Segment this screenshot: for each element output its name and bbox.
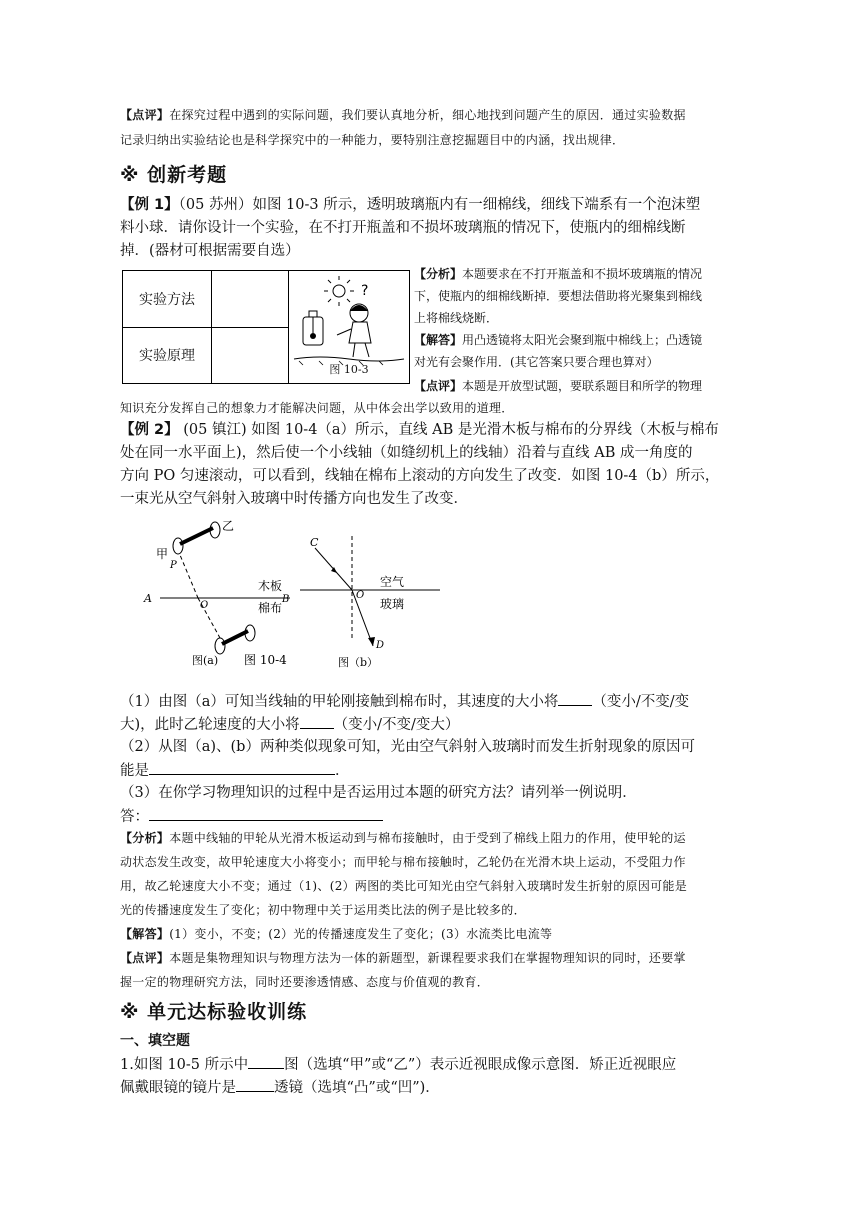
example2-analysis-line2: 动状态发生改变，故甲轮速度大小将变小；而甲轮与棉布接触时，乙轮仍在光滑木块上运动，不受阻力作 — [120, 855, 686, 869]
table-cell-method-answer[interactable] — [212, 271, 289, 328]
svg-text:?: ? — [361, 283, 369, 299]
caption-a: 图(a) — [192, 654, 219, 667]
answer-text: (1）变小，不变；(2）光的传播速度发生了变化；(3）水流类比电流等 — [169, 927, 553, 941]
caption-b: 图（b） — [338, 656, 379, 669]
comment-label: 【点评】 — [414, 379, 463, 393]
q1-text-c: 大)，此时乙轮速度的大小将 — [120, 717, 300, 733]
fill-question1-line1 — [120, 1053, 760, 1077]
example2-answer-line — [120, 922, 760, 947]
label-glass: 玻璃 — [380, 597, 405, 611]
intro-comment-line1 — [120, 103, 760, 128]
q3-blank[interactable] — [149, 805, 383, 821]
question1-line2 — [120, 713, 760, 737]
question2-line2 — [120, 759, 760, 783]
comment-text1: 本题是开放型试题，要联系题目和所学的物理 — [462, 379, 703, 393]
label-yi: 乙 — [222, 519, 235, 533]
intro-comment-line2: 记录归纳出实验结论也是科学探究中的一种能力，要特别注意挖掘题目中的内涵，找出规律． — [120, 133, 625, 147]
analysis-label: 【分析】 — [414, 267, 463, 281]
example2-line2: 处在同一水平面上)，然后使一个小线轴（如缝纫机上的线轴）沿着与直线 AB 成一角度的 — [120, 445, 693, 461]
example1-analysis-line2: 下，使瓶内的细棉线断掉．要想法借助将光聚集到棉线 — [414, 289, 703, 303]
table-cell-figure — [289, 271, 410, 384]
example1-answer-line1 — [414, 329, 764, 351]
section-title-unit-training: ※ 单元达标验收训练 — [120, 1001, 308, 1023]
example2-comment-line1 — [120, 946, 760, 971]
example1-line2: 料小球．请你设计一个实验，在不打开瓶盖和不损坏玻璃瓶的情况下，使瓶内的细棉线断 — [120, 220, 686, 236]
example2-text1: (05 镇江) 如图 10-4（a）所示，直线 AB 是光滑木板与棉布的分界线（木板与棉布 — [178, 422, 719, 438]
comment-label: 【点评】 — [120, 951, 170, 965]
fq1-text-d: 透镜（选填“凸”或“凹”)． — [274, 1080, 440, 1096]
label-air: 空气 — [380, 575, 405, 589]
question3-line1: （3）在你学习物理知识的过程中是否运用过本题的研究方法？请列举一例说明． — [120, 785, 637, 801]
section-title-innovation: ※ 创新考题 — [120, 164, 228, 186]
example1-line3: 掉．(器材可根据需要自选） — [120, 243, 300, 259]
example2-label: 【例 2】 — [120, 422, 179, 438]
example2-comment-line2: 握一定的物理研究方法，同时还要渗透情感、态度与价值观的教育． — [120, 975, 490, 989]
table-cell-method-label: 实验方法 — [123, 271, 212, 328]
q2-end: ． — [335, 763, 350, 779]
part-title-fill-blank: 一、填空题 — [120, 1033, 190, 1049]
comment-label: 【点评】 — [120, 108, 170, 122]
label-p: P — [170, 560, 177, 571]
fq1-text-c: 佩戴眼镜的镜片是 — [120, 1080, 236, 1096]
table-cell-principle-label: 实验原理 — [123, 327, 212, 384]
example2-line4: 一束光从空气斜射入玻璃中时传播方向也发生了改变． — [120, 491, 468, 507]
q1-text-b: （变小/不变/变 — [592, 694, 690, 710]
analysis-text1: 本题中线轴的甲轮从光滑木板运动到与棉布接触时，由于受到了棉线上阻力的作用，使甲轮的运 — [169, 831, 686, 845]
q1-blank-2[interactable] — [300, 713, 334, 729]
example1-label: 【例 1】 — [120, 197, 179, 213]
fq1-blank-2[interactable] — [236, 1076, 274, 1092]
q1-text-d: （变小/不变/变大） — [333, 717, 460, 733]
example1-comment-line1 — [414, 375, 764, 397]
q1-text-a: （1）由图（a）可知当线轴的甲轮刚接触到棉布时，其速度的大小将 — [120, 694, 559, 710]
example2-analysis-line3: 用，故乙轮速度大小不变；通过（1)、(2）两图的类比可知光由空气斜射入玻璃时发生折射的原因可能是 — [120, 879, 688, 893]
table-cell-principle-answer[interactable] — [212, 327, 289, 384]
fq1-blank-1[interactable] — [248, 1053, 284, 1069]
figure-10-4-diagram — [130, 518, 460, 678]
answer-label: 【解答】 — [414, 333, 463, 347]
comment-text1: 本题是集物理知识与物理方法为一体的新题型，新课程要求我们在掌握物理知识的同时，还要掌 — [169, 951, 686, 965]
answer-prefix: 答： — [120, 809, 149, 825]
answer-text1: 用凸透镜将太阳光会聚到瓶中棉线上；凸透镜 — [462, 333, 703, 347]
question1-line1 — [120, 690, 760, 714]
fq1-text-a: 1.如图 10-5 所示中 — [120, 1057, 249, 1073]
example1-answer-line2: 对光有会聚作用．(其它答案只要合理也算对） — [414, 355, 659, 369]
question2-line1: （2）从图（a)、(b）两种类似现象可知，光由空气斜射入玻璃时而发生折射现象的原因可 — [120, 739, 695, 755]
example1-text1: （05 苏州）如图 10-3 所示，透明玻璃瓶内有一细棉线，细线下端系有一个泡沫塑 — [178, 197, 701, 213]
analysis-text1: 本题要求在不打开瓶盖和不损坏玻璃瓶的情况 — [462, 267, 703, 281]
fq1-text-b: 图（选填“甲”或“乙”）表示近视眼成像示意图．矫正近视眼应 — [284, 1057, 677, 1073]
label-a: A — [144, 592, 152, 605]
example1-analysis-line3: 上将棉线烧断． — [414, 311, 499, 325]
label-d: D — [376, 640, 385, 651]
analysis-label: 【分析】 — [120, 831, 170, 845]
label-jia: 甲 — [156, 547, 169, 561]
label-o2: O — [356, 590, 365, 601]
example2-analysis-line1 — [120, 826, 760, 851]
label-muban: 木板 — [258, 579, 283, 593]
q2-blank[interactable] — [149, 759, 335, 775]
example1-comment-line2: 知识充分发挥自己的想象力才能解决问题，从中体会出学以致用的道理． — [120, 401, 514, 415]
example1-line1 — [120, 194, 760, 217]
example2-line3: 方向 PO 匀速滚动，可以看到，线轴在棉布上滚动的方向发生了改变．如图 10-4（b）所示， — [120, 468, 720, 484]
label-c: C — [310, 536, 319, 549]
answer-label: 【解答】 — [120, 927, 170, 941]
label-b: B — [282, 594, 290, 605]
example1-analysis-line1 — [414, 263, 764, 285]
label-o: O — [200, 600, 209, 611]
example2-analysis-line4: 光的传播速度发生了变化；初中物理中关于运用类比法的例子是比较多的． — [120, 903, 526, 917]
q2-text-b: 能是 — [120, 763, 149, 779]
label-mianbu: 棉布 — [258, 601, 283, 615]
caption-10-4: 图 10-4 — [244, 653, 287, 667]
fill-question1-line2 — [120, 1076, 760, 1100]
experiment-table — [122, 270, 410, 384]
figure-10-3-caption: 图 10-3 — [329, 363, 369, 376]
intro-comment-text1: 在探究过程中遇到的实际问题，我们要认真地分析，细心地找到问题产生的原因．通过实验数据 — [169, 108, 686, 122]
q1-blank-1[interactable] — [558, 690, 592, 706]
example2-line1 — [120, 419, 760, 442]
